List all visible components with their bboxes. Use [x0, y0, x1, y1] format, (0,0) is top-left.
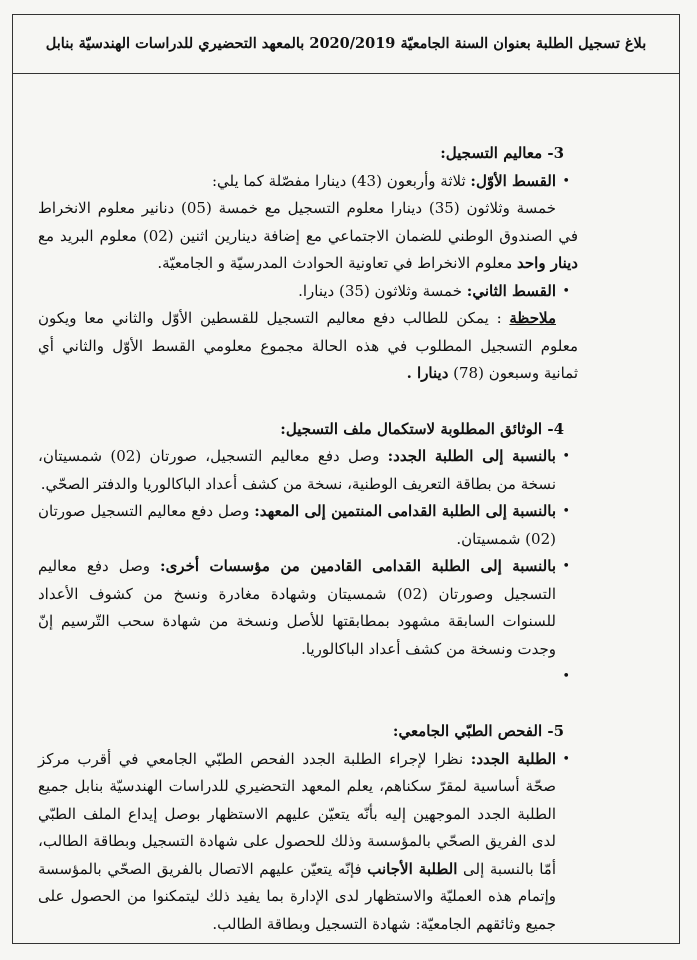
medical-new-students — [38, 746, 578, 939]
first-installment — [38, 168, 578, 196]
first-installment-label: القسط الأوّل: — [470, 171, 556, 190]
empty-bullet — [38, 663, 578, 690]
medical-text-a: نظرا لإجراء الطلبة الجدد الفحص الطبّي الجامعي في أقرب مركز صحّة أساسية لمقرّ سكناهم، يعلم المعهد التحضيري للدراسات الهندسيّة بنابل جميع الطلبة الجدد الموجهين إليه بأنّه يتعيّن عليهم الاستظهار بوصل إيداع الملف الطبّي لدى الفريق الصحّي بالمؤسسة وذلك للحصول على شهادة التسجيل وبطاقة الطالب، أمّا بالنسبة إلى — [38, 749, 556, 878]
details-bold: دينار واحد — [517, 254, 578, 272]
document-header — [12, 14, 680, 74]
document-title: بلاغ تسجيل الطلبة بعنوان السنة الجامعيّة 2020/2019 بالمعهد التحضيري للدراسات الهندسيّة بنابل — [45, 35, 647, 52]
second-installment — [38, 278, 578, 306]
details-part-a: خمسة وثلاثون (35) دينارا معلوم التسجيل مع خمسة (05) دنانير معلوم الانخراط في الصندوق الوطني للضمان الاجتماعي مع إضافة دينارين اثنين (02) معلوم البريد مع — [38, 199, 578, 245]
second-installment-label: القسط الثاني: — [466, 281, 556, 300]
docs-transfer-students-text: وصل دفع معاليم التسجيل وصورتان (02) شمسيتان وشهادة مغادرة ونسخ من كشوف الأعداد للسنوات السابقة مشهود بمطابقتها للأصل ونسخة من شهادة سحب التّرسيم إنّ وجدت ونسخة من كشف أعداد الباكالوريا. — [38, 557, 556, 658]
section-5-title: 5- الفحص الطبّي الجامعي: — [392, 722, 564, 740]
docs-transfer-students — [38, 553, 578, 663]
section-registration-fees — [38, 140, 578, 388]
docs-returning-students-text: وصل دفع معاليم التسجيل صورتان (02) شمسيتان. — [38, 502, 556, 548]
docs-transfer-students-label: بالنسبة إلى الطلبة القدامى القادمين من مؤسسات أخرى: — [160, 557, 556, 575]
docs-returning-students — [38, 498, 578, 553]
docs-new-students-label: بالنسبة إلى الطلبة الجدد: — [387, 447, 556, 465]
docs-new-students-text: وصل دفع معاليم التسجيل، صورتان (02) شمسيتان، نسخة من بطاقة التعريف الوطنية، نسخة من كشف أعداد الباكالوريا والدفتر الصحّي. — [38, 447, 556, 493]
first-installment-details — [38, 195, 578, 278]
note-text: : يمكن للطالب دفع معاليم التسجيل للقسطين الأوّل والثاني معا ويكون معلوم التسجيل المطلوب في هذه الحالة مجموع معلومي القسط الأوّل والثاني أي ثمانية وسبعون (78) — [38, 309, 578, 382]
note-label: ملاحظة — [509, 309, 556, 327]
section-medical-exam — [38, 718, 578, 938]
medical-new-students-label: الطلبة الجدد: — [470, 749, 557, 768]
note-end: دينارا . — [406, 364, 449, 382]
fees-note — [38, 305, 578, 388]
docs-new-students — [38, 443, 578, 498]
document-body — [38, 140, 578, 938]
first-installment-text: ثلاثة وأربعون (43) دينارا مفصّلة كما يلي: — [211, 171, 471, 190]
docs-returning-students-label: بالنسبة إلى الطلبة القدامى المنتمين إلى المعهد: — [254, 502, 557, 520]
details-part-b: معلوم الانخراط في تعاونية الحوادث المدرسيّة و الجامعيّة. — [157, 254, 518, 272]
medical-text-b: فإنّه يتعيّن عليهم الاتصال بالفريق الصحّي بالمؤسسة وإتمام هذه العمليّة والاستظهار لدى الإدارة بما يفيد ذلك ليتمكنوا من الحصول على جميع وثائقهم الجامعيّة: شهادة التسجيل وبطاقة الطالب. — [38, 859, 556, 933]
section-3-title: 3- معاليم التسجيل: — [440, 144, 564, 162]
second-installment-text: خمسة وثلاثون (35) دينارا. — [298, 281, 467, 300]
medical-foreign-students: الطلبة الأجانب — [367, 859, 458, 878]
section-4-title: 4- الوثائق المطلوبة لاستكمال ملف التسجيل: — [280, 419, 564, 438]
section-required-documents — [38, 416, 578, 691]
